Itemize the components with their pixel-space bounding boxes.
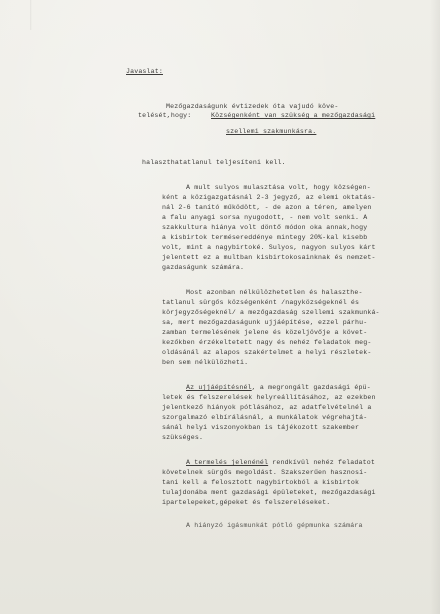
para3-lead-underlined: Az ujjáépítésnél: [186, 384, 252, 391]
para4-line: tulajdonába ment gazdasági épületeket, mezőgazdasági: [162, 489, 376, 496]
para4-lead-rest: rendkívül nehéz feladatot: [268, 459, 375, 466]
para1-line: jelentett ez a multban kisbirtokosainknak és nemzet-: [162, 254, 376, 261]
para2-line: zamban termelésének jelene és közeljövője a követ-: [162, 329, 368, 336]
para2-line: tatlanul sürgős községenként /nagyközségeknél és: [162, 299, 360, 306]
para1-line: gazdaságunk számára.: [162, 264, 245, 271]
para1-line: a falu anyagi sorsa nyugodott, - nem volt senki. A: [162, 214, 368, 221]
para1-line: A mult sulyos mulasztása volt, hogy községen-: [186, 184, 371, 191]
para3-first-line: [186, 384, 371, 392]
para4-line: tani kell a felosztott nagybirtokból a kisbirtok: [162, 479, 360, 486]
para2-line: oldásánál az alapos szakértelmet a helyi részletek-: [162, 349, 372, 356]
para3-line: jelentkező hiányok pótlásához, az adatfelvételnél a: [162, 404, 372, 411]
intro-underlined-2: szellemi szakmunkásra.: [226, 128, 317, 135]
para4-line: ipartelepeket,gépeket és felszereléseket.: [162, 499, 331, 506]
paper-fold-mark: [30, 0, 32, 30]
para3-line: sánál helyi viszonyokban is tájékozott szakember: [162, 424, 360, 431]
after-intro-line: halaszthatatlanul teljesíteni kell.: [142, 159, 286, 166]
intro-underlined-1: Községenként van szükség a mezőgazdasági: [211, 112, 376, 119]
para1-line: nál 2-6 tanító működött, - de azon a téren, amelyen: [162, 204, 372, 211]
intro-line-1: Mezőgazdaságunk évtizedek óta vajudó köve-: [166, 103, 339, 110]
paper-edge-shadow: [430, 0, 440, 614]
para1-line: szakkultura hiánya volt döntő módon oka annak,hogy: [162, 224, 368, 231]
para5-first-line: A hiányzó igásmunkát pótló gépmunka számára: [186, 522, 363, 529]
para2-line: ben sem nélkülözheti.: [162, 359, 249, 366]
para4-first-line: [186, 459, 375, 467]
para3-line: szükséges.: [162, 434, 204, 441]
para3-line: letek és felszerelések helyreállításához, az ezekben: [162, 394, 376, 401]
heading: Javaslat:: [126, 68, 163, 75]
para4-lead-underlined: A termelés jelenénél: [186, 459, 269, 466]
para2-line: Most azonban nélkülözhetetlen és halaszthe-: [186, 289, 363, 296]
para4-line: követelnek sürgős megoldást. Szakszerűen hasznosí-: [162, 469, 368, 476]
para1-line: volt, mint a nagybirtoké. Sulyos, nagyon sulyos kárt: [162, 244, 376, 251]
para1-line: ként a közigazgatásnál 2-3 jegyző, az elemi oktatás-: [162, 194, 376, 201]
para3-line: szorgalmazó elbírálásnál, a munkálatok végrehajtá-: [162, 414, 368, 421]
para3-lead-rest: , a megrongált gazdasági épü-: [251, 384, 371, 391]
para2-line: kezőkben érzékeltetett nagy és nehéz feladatok meg-: [162, 339, 372, 346]
para2-line: körjegyzőségeknél/ a mezőgazdaság szellemi szakmunká-: [162, 309, 380, 316]
intro-line-2: telését,hogy:: [138, 112, 192, 119]
para1-line: a kisbirtok termésereddénye mintegy 20%-kal kisebb: [162, 234, 368, 241]
para2-line: sa, mert mezőgazdaságunk ujjáépítése, ezzel párhu-: [162, 319, 368, 326]
